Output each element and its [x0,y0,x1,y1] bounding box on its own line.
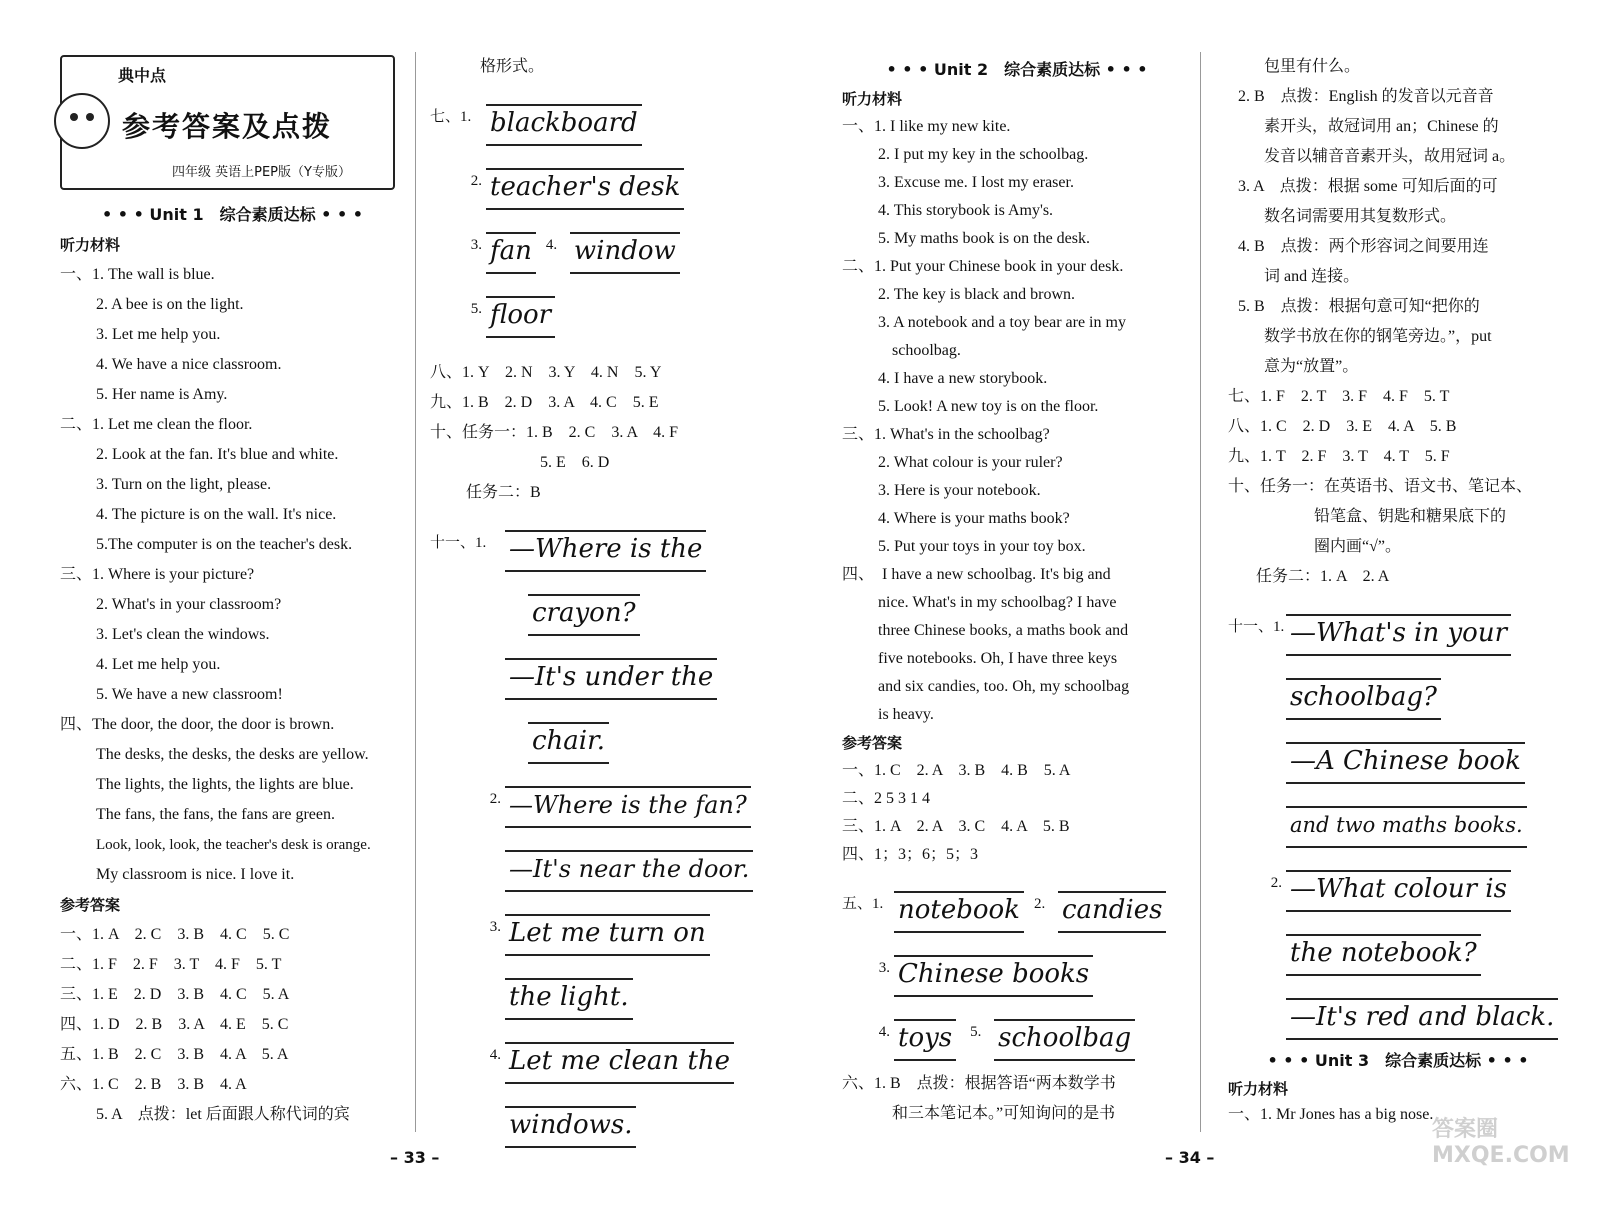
handwritten-answer: floor [486,296,555,338]
handwritten-answer: —A Chinese book [1286,742,1525,784]
answer-line: 三、1. E 2. D 3. B 4. C 5. A [60,986,290,1003]
q11-number: 2. [489,791,501,807]
handwritten-answer: and two maths books. [1286,806,1527,848]
text-line: nice. What's in my schoolbag? I have [878,594,1117,611]
tip-line: 词 and 连接。 [1264,268,1360,285]
answer-line: 铅笔盒、钥匙和糖果底下的 [1314,508,1507,525]
text-line: 三、1. What's in the schoolbag? [842,426,1050,443]
answer-line: 二、2 5 3 1 4 [842,790,931,807]
text-line: 四、The door, the door, the door is brown. [60,716,335,733]
handwritten-answer: fan [486,232,536,274]
text-line: 包里有什么。 [1264,58,1361,75]
column-divider [1200,52,1201,1132]
answer-line: 九、1. B 2. D 3. A 4. C 5. E [430,394,659,411]
answer-line: 任务二：1. A 2. A [1256,568,1390,585]
q7-number: 5. [470,301,482,317]
handwritten-answer: schoolbag? [1286,678,1441,720]
handwritten-answer: toys [894,1019,956,1061]
text-line: 3. Let's clean the windows. [96,626,270,643]
q7-number: 4. [545,237,558,253]
answer-line: 任务二：B [466,484,541,501]
handwritten-answer: crayon? [528,594,640,636]
handwritten-answer: —Where is the [505,530,706,572]
handwritten-answer: Let me turn on [505,914,710,956]
book-logo [60,55,395,190]
text-line: 2. Look at the fan. It's blue and white. [96,446,339,463]
column-3 [842,55,1192,1129]
handwritten-answer: Let me clean the [505,1042,734,1084]
mascot-icon [54,93,110,149]
text-line: 4. Where is your maths book? [878,510,1070,527]
text-line: 二、1. Put your Chinese book in your desk. [842,258,1124,275]
answer-line: 六、1. C 2. B 3. B 4. A [60,1076,247,1093]
tip-line: 5. A 点拨：let 后面跟人称代词的宾 [96,1106,350,1123]
text-line: 2. What colour is your ruler? [878,454,1063,471]
text-line: 2. I put my key in the schoolbag. [878,146,1089,163]
tip-line: 5. B 点拨：根据句意可知“把你的 [1238,298,1480,315]
text-line: The fans, the fans, the fans are green. [96,806,335,823]
handwritten-answer: —Where is the fan? [505,786,751,828]
q5-number: 3. [878,960,890,976]
handwritten-answer: windows. [505,1106,636,1148]
text-line: 5. Put your toys in your toy box. [878,538,1086,555]
column-divider [415,52,416,1132]
text-line: 4. The picture is on the wall. It's nice. [96,506,337,523]
handwritten-answer: teacher's desk [486,168,684,210]
q7-number: 七、1. [430,109,472,125]
text-line: 2. A bee is on the light. [96,296,244,313]
column-2 [430,52,775,1148]
q7-number: 2. [470,173,482,189]
handwritten-answer: notebook [894,891,1024,933]
text-line: The lights, the lights, the lights are blue. [96,776,354,793]
text-line: 4. This storybook is Amy's. [878,202,1054,219]
column-4 [1228,52,1568,1128]
brand-name: 典中点 [118,66,167,85]
unit3-heading: • • • Unit 3 综合素质达标 • • • [1267,1051,1529,1070]
answer-line: 一、1. A 2. C 3. B 4. C 5. C [60,926,290,943]
answer-line: 圈内画“√”。 [1314,538,1401,555]
tip-line: 和三本笔记本。”可知询问的是书 [892,1105,1116,1122]
q5-number: 5. [970,1024,982,1040]
text-line: 3. Here is your notebook. [878,482,1041,499]
handwritten-answer: —It's near the door. [505,850,753,892]
answer-key-title: 参考答案及点拨 [122,110,333,143]
handwritten-answer: —What's in your [1286,614,1511,656]
answer-line: 十、任务一：1. B 2. C 3. A 4. F [430,424,679,441]
text-line: 四、 I have a new schoolbag. It's big and [842,566,1111,583]
answer-line: 七、1. F 2. T 3. F 4. F 5. T [1228,388,1450,405]
tip-line: 3. A 点拨：根据 some 可知后面的可 [1238,178,1498,195]
column-1 [60,200,405,1130]
text-line: 5. Look! A new toy is on the floor. [878,398,1099,415]
watermark: 答案圈 MXQE.COM [1432,1117,1570,1168]
text-line: five notebooks. Oh, I have three keys [878,650,1118,667]
tip-line: 4. B 点拨：两个形容词之间要用连 [1238,238,1489,255]
text-line: 一、1. Mr Jones has a big nose. [1228,1106,1434,1123]
text-line: and six candies, too. Oh, my schoolbag [878,678,1130,695]
text-line: My classroom is nice. I love it. [96,866,295,883]
unit2-heading: • • • Unit 2 综合素质达标 • • • [886,60,1148,79]
handwritten-answer: schoolbag [994,1019,1135,1061]
answers-title: 参考答案 [842,734,903,752]
tip-line: 意为“放置”。 [1264,358,1359,375]
text-line: is heavy. [878,706,934,723]
text-line: 一、1. The wall is blue. [60,266,215,283]
answer-line: 二、1. F 2. F 3. T 4. F 5. T [60,956,282,973]
text-line: 3. Turn on the light, please. [96,476,272,493]
grade-edition: 四年级 英语上PEP版（Y专版） [172,165,351,180]
text-line: 5. Her name is Amy. [96,386,228,403]
handwritten-answer: Chinese books [894,955,1093,997]
handwritten-answer: —What colour is [1286,870,1511,912]
text-line: 三、1. Where is your picture? [60,566,255,583]
tip-line: 数名词需要用其复数形式。 [1264,208,1457,225]
text-line: 5.The computer is on the teacher's desk. [96,536,353,553]
answer-line: 十、任务一：在英语书、语文书、笔记本、 [1228,478,1533,495]
handwritten-answer: candies [1058,891,1167,933]
text-line: 4. I have a new storybook. [878,370,1048,387]
answer-line: 八、1. Y 2. N 3. Y 4. N 5. Y [430,364,662,381]
tip-line: 发音以辅音音素开头，故用冠词 a。 [1264,148,1516,165]
answer-line: 五、1. B 2. C 3. B 4. A 5. A [60,1046,289,1063]
text-line: The desks, the desks, the desks are yellow. [96,746,369,763]
answer-line: 一、1. C 2. A 3. B 4. B 5. A [842,762,1071,779]
q7-number: 3. [470,237,482,253]
q11-number: 2. [1270,875,1282,891]
answer-line: 三、1. A 2. A 3. C 4. A 5. B [842,818,1070,835]
listening-title: 听力材料 [1228,1080,1289,1098]
tip-line: 六、1. B 点拨：根据答语“两本数学书 [842,1075,1116,1092]
text-line: 5. My maths book is on the desk. [878,230,1090,247]
unit1-heading: • • • Unit 1 综合素质达标 • • • [101,205,363,224]
q11-number: 3. [489,919,501,935]
q11-number: 十一、1. [1228,619,1285,635]
text-line: 2. What's in your classroom? [96,596,282,613]
answer-line: 四、1；3；6；5；3 [842,846,979,863]
handwritten-answer: —It's red and black. [1286,998,1558,1040]
handwritten-answer: the notebook? [1286,934,1481,976]
page-number-left: – 33 – [390,1148,440,1167]
answer-line: 九、1. T 2. F 3. T 4. T 5. F [1228,448,1450,465]
text-line: 格形式。 [480,58,545,75]
q5-number: 2. [1033,896,1046,912]
handwritten-answer: —It's under the [505,658,717,700]
q5-number: 4. [878,1024,890,1040]
text-line: 3. Excuse me. I lost my eraser. [878,174,1074,191]
text-line: Look, look, look, the teacher's desk is orange. [96,837,371,853]
text-line: 3. A notebook and a toy bear are in my [878,314,1126,331]
text-line: 2. The key is black and brown. [878,286,1075,303]
answer-line: 四、1. D 2. B 3. A 4. E 5. C [60,1016,289,1033]
tip-line: 2. B 点拨：English 的发音以元音音 [1238,88,1494,105]
q11-number: 4. [489,1047,501,1063]
listening-title: 听力材料 [60,236,121,254]
text-line: 5. We have a new classroom! [96,686,283,703]
text-line: 3. Let me help you. [96,326,221,343]
text-line: 二、1. Let me clean the floor. [60,416,253,433]
handwritten-answer: window [570,232,680,274]
answer-line: 5. E 6. D [540,454,610,471]
text-line: 4. We have a nice classroom. [96,356,282,373]
answers-title: 参考答案 [60,896,121,914]
answer-line: 八、1. C 2. D 3. E 4. A 5. B [1228,418,1457,435]
listening-title: 听力材料 [842,90,903,108]
handwritten-answer: chair. [528,722,609,764]
page-number-right: – 34 – [1165,1148,1215,1167]
text-line: three Chinese books, a maths book and [878,622,1129,639]
tip-line: 素开头，故冠词用 an；Chinese 的 [1264,118,1499,135]
q5-number: 五、1. [842,896,884,912]
handwritten-answer: the light. [505,978,633,1020]
text-line: 一、1. I like my new kite. [842,118,1011,135]
text-line: 4. Let me help you. [96,656,221,673]
text-line: schoolbag. [892,342,961,359]
tip-line: 数学书放在你的钢笔旁边。”，put [1264,328,1492,345]
q11-number: 十一、1. [430,535,487,551]
handwritten-answer: blackboard [486,104,642,146]
